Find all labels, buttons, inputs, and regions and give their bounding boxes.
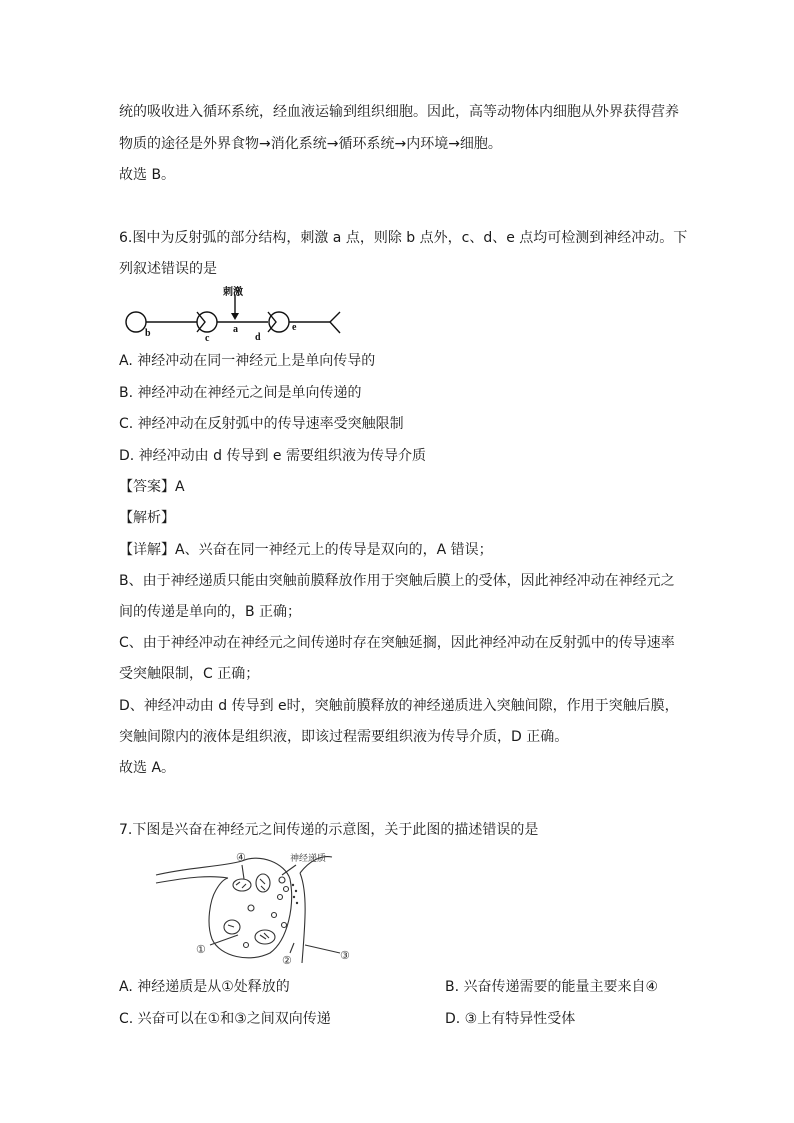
option-b: B. 神经冲动在神经元之间是单向传递的 [119,385,362,401]
option-c: C. 兴奋可以在①和③之间双向传递 [119,1011,331,1027]
explanation-line: 故选 A。 [119,760,176,776]
explanation-line: 突触间隙内的液体是组织液，即该过程需要组织液为传导介质，D 正确。 [119,729,569,745]
neuron-body-c [197,312,217,332]
stimulus-label: 刺激 [223,287,243,298]
explanation-line: C、由于神经冲动在神经元之间传递时存在突触延搁，因此神经冲动在反射弧中的传导速率 [119,635,675,651]
option-c: C. 神经冲动在反射弧中的传导速率受突触限制 [119,416,404,432]
text-line: 物质的途径是外界食物→消化系统→循环系统→内环境→细胞。 [119,136,502,152]
neuron-body-b [126,312,146,332]
point-label-b: b [145,328,151,339]
option-a: A. 神经冲动在同一神经元上是单向传导的 [119,353,376,369]
neuron-body-e [269,312,289,332]
point-label-e: e [292,322,297,333]
marker-2: ② [282,955,292,967]
marker-1: ① [196,944,206,956]
text-line: 故选 B。 [119,167,176,183]
option-d: D. 神经冲动由 d 传导到 e 需要组织液为传导介质 [119,448,426,464]
explanation-line: 【详解】A、兴奋在同一神经元上的传导是双向的，A 错误； [119,542,493,558]
option-d: D. ③上有特异性受体 [445,1011,576,1027]
synapse-figure [150,845,360,967]
explanation-line: B、由于神经递质只能由突触前膜释放作用于突触后膜上的受体，因此神经冲动在神经元之 [119,573,675,589]
text-line: 统的吸收进入循环系统，经血液运输到组织细胞。因此，高等动物体内细胞从外界获得营养 [119,104,679,120]
option-a: A. 神经递质是从①处释放的 [119,979,290,995]
explanation-line: 受突触限制，C 正确； [119,666,260,682]
point-label-a: a [233,324,238,335]
explanation-line: D、神经冲动由 d 传导到 e时，突触前膜释放的神经递质进入突触间隙，作用于突触后膜， [119,698,679,714]
answer-line: 【答案】A [119,479,185,495]
marker-4: ④ [236,852,246,864]
neurotransmitter-label: 神经递质 [290,853,327,863]
question-6-stem: 列叙述错误的是 [119,261,217,277]
option-b: B. 兴奋传递需要的能量主要来自④ [445,979,659,995]
question-7-stem: 7.下图是兴奋在神经元之间传递的示意图，关于此图的描述错误的是 [119,822,539,838]
analysis-heading: 【解析】 [119,510,175,526]
point-label-d: d [255,332,261,343]
marker-3: ③ [340,950,350,962]
explanation-line: 间的传递是单向的，B 正确； [119,604,302,620]
question-6-stem: 6.图中为反射弧的部分结构，刺激 a 点，则除 b 点外，c、d、e 点均可检测到神经冲动。下 [119,230,688,246]
point-label-c: c [205,333,210,344]
reflex-arc-figure [118,286,358,344]
